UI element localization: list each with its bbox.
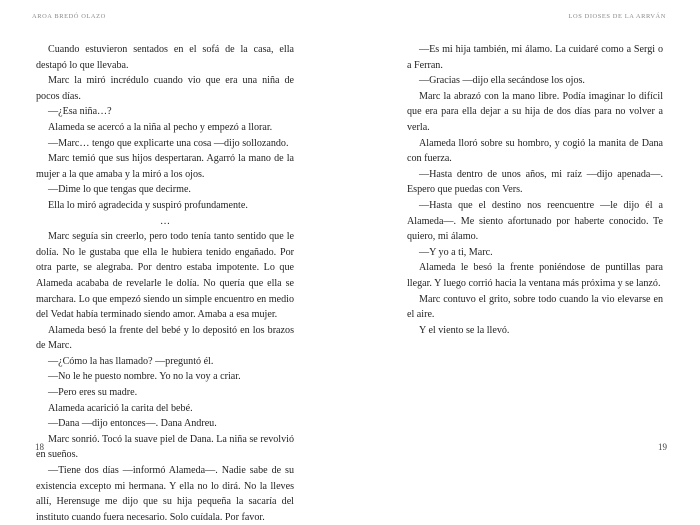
- running-head-author: AROA BREDÓ OLAZO: [32, 13, 106, 20]
- left-page-body: [36, 42, 294, 525]
- paragraph: —¿Cómo la has llamado? —preguntó él.: [48, 355, 214, 367]
- paragraph: —Es mi hija también, mi álamo. La cuidaré como a Sergi o a Ferran.: [407, 44, 663, 71]
- scene-break: …: [159, 215, 171, 227]
- paragraph: —Y yo a ti, Marc.: [419, 246, 493, 258]
- paragraph: —¿Esa niña…?: [48, 106, 112, 118]
- paragraph: —Gracias —dijo ella secándose los ojos.: [419, 75, 585, 87]
- paragraph: Alameda se acercó a la niña al pecho y empezó a llorar.: [48, 121, 273, 133]
- page-number: 18: [35, 442, 44, 452]
- paragraph: Ella lo miró agradecida y suspiró profundamente.: [48, 199, 248, 211]
- paragraph: Marc contuvo el grito, sobre todo cuando la vio elevarse en el aire.: [407, 293, 663, 321]
- paragraph: Alameda besó la frente del bebé y lo depositó en los brazos de Marc.: [36, 324, 294, 352]
- paragraph: Marc temió que sus hijos despertaran. Agarró la mano de la mujer a la que amaba y la miró a los ojos.: [36, 153, 294, 180]
- right-page-body: [407, 42, 663, 338]
- left-page: [0, 0, 350, 523]
- paragraph: Alameda lloró sobre su hombro, y cogió la manita de Dana con fuerza.: [407, 137, 663, 165]
- paragraph: —Tiene dos días —informó Alameda—. Nadie sabe de su existencia excepto mi hermana. Y ella no lo dirá. No la lleves allí, Herensuge me dijo que su hija pequeña la sacaría del instituto cuando fuera necesario. Solo cuídala. Por favor.: [36, 465, 294, 523]
- right-page: [350, 0, 700, 503]
- running-head-title: LOS DIOSES DE LA ARRVÁN: [568, 13, 666, 20]
- paragraph: —Hasta que el destino nos reencuentre —le dijo él a Alameda—. Me siento afortunado por haberte conocido. Te quiero, mi álamo.: [407, 199, 663, 243]
- paragraph: Marc seguía sin creerlo, pero todo tenía tanto sentido que le dolía. No le gustaba que ella le hubiera tenido engañado. Por otra parte, se alegraba. Por dentro estaba impotente. Lo que Alameda acababa de revelarle le dolía. No quería que ella se marchara. Lo que empezó siendo un simple encuentro en medio del Vedat había terminado siendo amor. Amaba a esa mujer.: [36, 231, 294, 321]
- page-number: 19: [658, 442, 667, 452]
- paragraph: Cuando estuvieron sentados en el sofá de la casa, ella destapó lo que llevaba.: [36, 44, 294, 71]
- paragraph: Marc la abrazó con la mano libre. Podía imaginar lo difícil que era para ella dejar a su hija de dos días para no volver a verla.: [407, 90, 663, 133]
- paragraph: —Marc… tengo que explicarte una cosa —dijo sollozando.: [48, 137, 289, 149]
- paragraph: Y el viento se la llevó.: [419, 324, 510, 336]
- paragraph: —No le he puesto nombre. Yo no la voy a criar.: [48, 371, 241, 383]
- paragraph: Marc la miró incrédulo cuando vio que era una niña de pocos días.: [36, 75, 294, 102]
- paragraph: Alameda acarició la carita del bebé.: [48, 402, 193, 414]
- paragraph: Alameda le besó la frente poniéndose de puntillas para llegar. Y luego corrió hacia la ventana más próxima y se lanzó.: [407, 262, 663, 289]
- paragraph: Marc sonrió. Tocó la suave piel de Dana. La niña se revolvió en sueños.: [36, 433, 294, 461]
- paragraph: —Hasta dentro de unos años, mi raíz —dijo apenada—. Espero que puedas con Vers.: [407, 168, 663, 196]
- paragraph: —Dime lo que tengas que decirme.: [48, 184, 191, 196]
- paragraph: —Pero eres su madre.: [48, 387, 138, 399]
- paragraph: —Dana —dijo entonces—. Dana Andreu.: [48, 418, 217, 430]
